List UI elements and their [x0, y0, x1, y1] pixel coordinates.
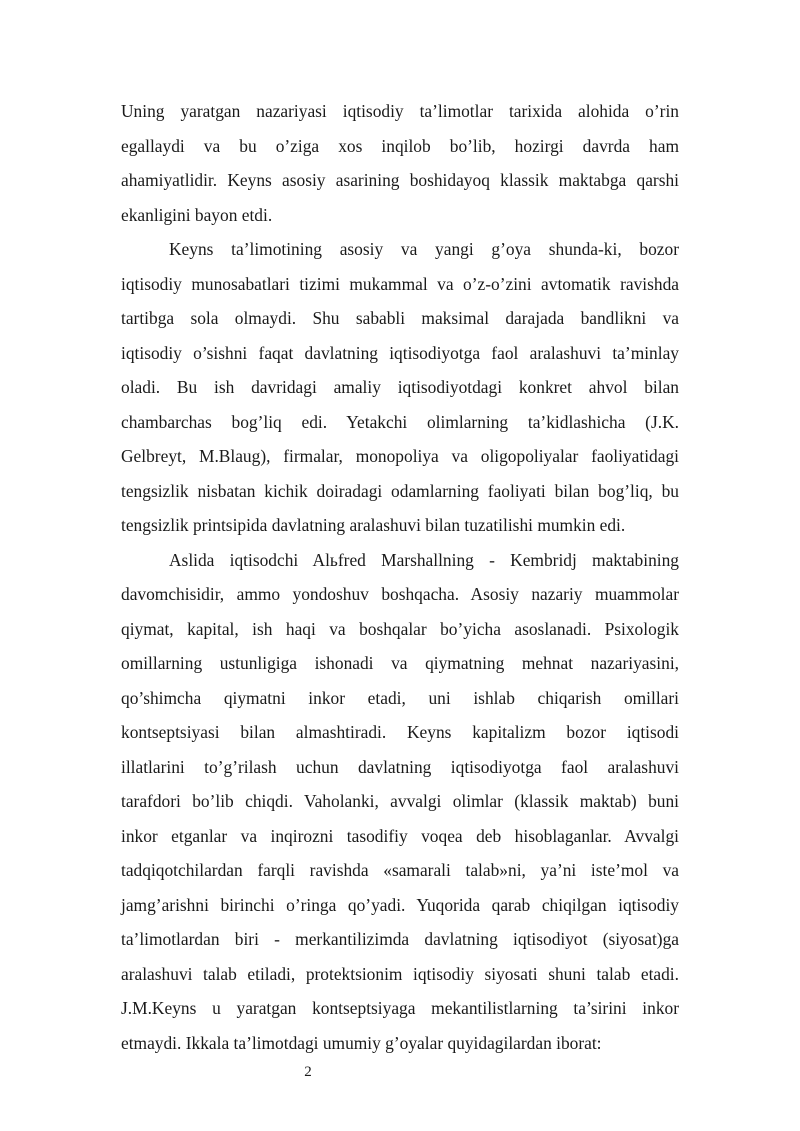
document-body [121, 94, 679, 1060]
text-line: iqtisodiy o’sishni faqat davlatning iqtisodiyotga faol aralashuvi ta’minlay [121, 342, 679, 363]
text-line: davomchisidir, ammo yondoshuv boshqacha. Asosiy nazariy muammolar [121, 584, 679, 604]
text-line: tengsizlik printsipida davlatning aralashuvi bilan tuzatilishi mumkin edi. [121, 515, 626, 535]
text-line: etmaydi. Ikkala ta’limotdagi umumiy g’oyalar quyidagilardan iborat: [121, 1032, 602, 1053]
text-line: aralashuvi talab etiladi, protektsionim iqtisodiy siyosati shuni talab etadi. [121, 963, 679, 984]
text-line: Uning yaratgan nazariyasi iqtisodiy ta’limotlar tarixida alohida o’rin [121, 101, 679, 121]
text-line: qiymat, kapital, ish haqi va boshqalar bo’yicha asoslanadi. Psixologik [121, 618, 679, 639]
text-line: ta’limotlardan biri - merkantilizimda davlatning iqtisodiyot (siyosat)ga [121, 929, 679, 949]
text-line: illatlarini to’g’rilash uchun davlatning iqtisodiyotga faol aralashuvi [121, 756, 679, 777]
paragraph [121, 94, 679, 232]
paragraph [121, 232, 679, 543]
paragraph [121, 543, 679, 1061]
text-line: egallaydi va bu o’ziga xos inqilob bo’lib, hozirgi davrda ham [121, 135, 679, 156]
text-line: jamg’arishni birinchi o’ringa qo’yadi. Yuqorida qarab chiqilgan iqtisodiy [121, 894, 679, 915]
text-line: tadqiqotchilardan farqli ravishda «samarali talab»ni, ya’ni iste’mol va [121, 860, 679, 880]
text-line: Gelbreyt, M.Blaug), firmalar, monopoliya va oligopoliyalar faoliyatidagi [121, 446, 679, 466]
text-line: iqtisodiy munosabatlari tizimi mukammal va o’z-o’zini avtomatik ravishda [121, 273, 679, 294]
text-line: Keyns ta’limotining asosiy va yangi g’oya shunda-ki, bozor [169, 239, 679, 259]
text-line: tarafdori bo’lib chiqdi. Vaholanki, avvalgi olimlar (klassik maktab) buni [121, 791, 679, 811]
text-line: ahamiyatlidir. Keyns asosiy asarining boshidayoq klassik maktabga qarshi [121, 170, 679, 190]
text-line: inkor etganlar va inqirozni tasodifiy voqea deb hisoblaganlar. Avvalgi [121, 825, 679, 846]
text-line: kontseptsiyasi bilan almashtiradi. Keyns kapitalizm bozor iqtisodi [121, 722, 679, 742]
text-line: tengsizlik nisbatan kichik doiradagi odamlarning faoliyati bilan bog’liq, bu [121, 480, 679, 501]
text-line: J.M.Keyns u yaratgan kontseptsiyaga mekantilistlarning ta’sirini inkor [121, 998, 679, 1018]
text-line: tartibga sola olmaydi. Shu sababli maksimal darajada bandlikni va [121, 308, 679, 328]
text-line: Aslida iqtisodchi Alьfred Marshallning - Kembridj maktabining [169, 549, 679, 570]
text-line: chambarchas bog’liq edi. Yetakchi olimlarning ta’kidlashicha (J.K. [121, 411, 679, 432]
text-line: qo’shimcha qiymatni inkor etadi, uni ishlab chiqarish omillari [121, 687, 679, 708]
text-line: ekanligini bayon etdi. [121, 204, 273, 225]
text-line: oladi. Bu ish davridagi amaliy iqtisodiyotdagi konkret ahvol bilan [121, 377, 679, 397]
text-line: omillarning ustunligiga ishonadi va qiymatning mehnat nazariyasini, [121, 653, 679, 673]
page-number: 2 [304, 1064, 312, 1080]
